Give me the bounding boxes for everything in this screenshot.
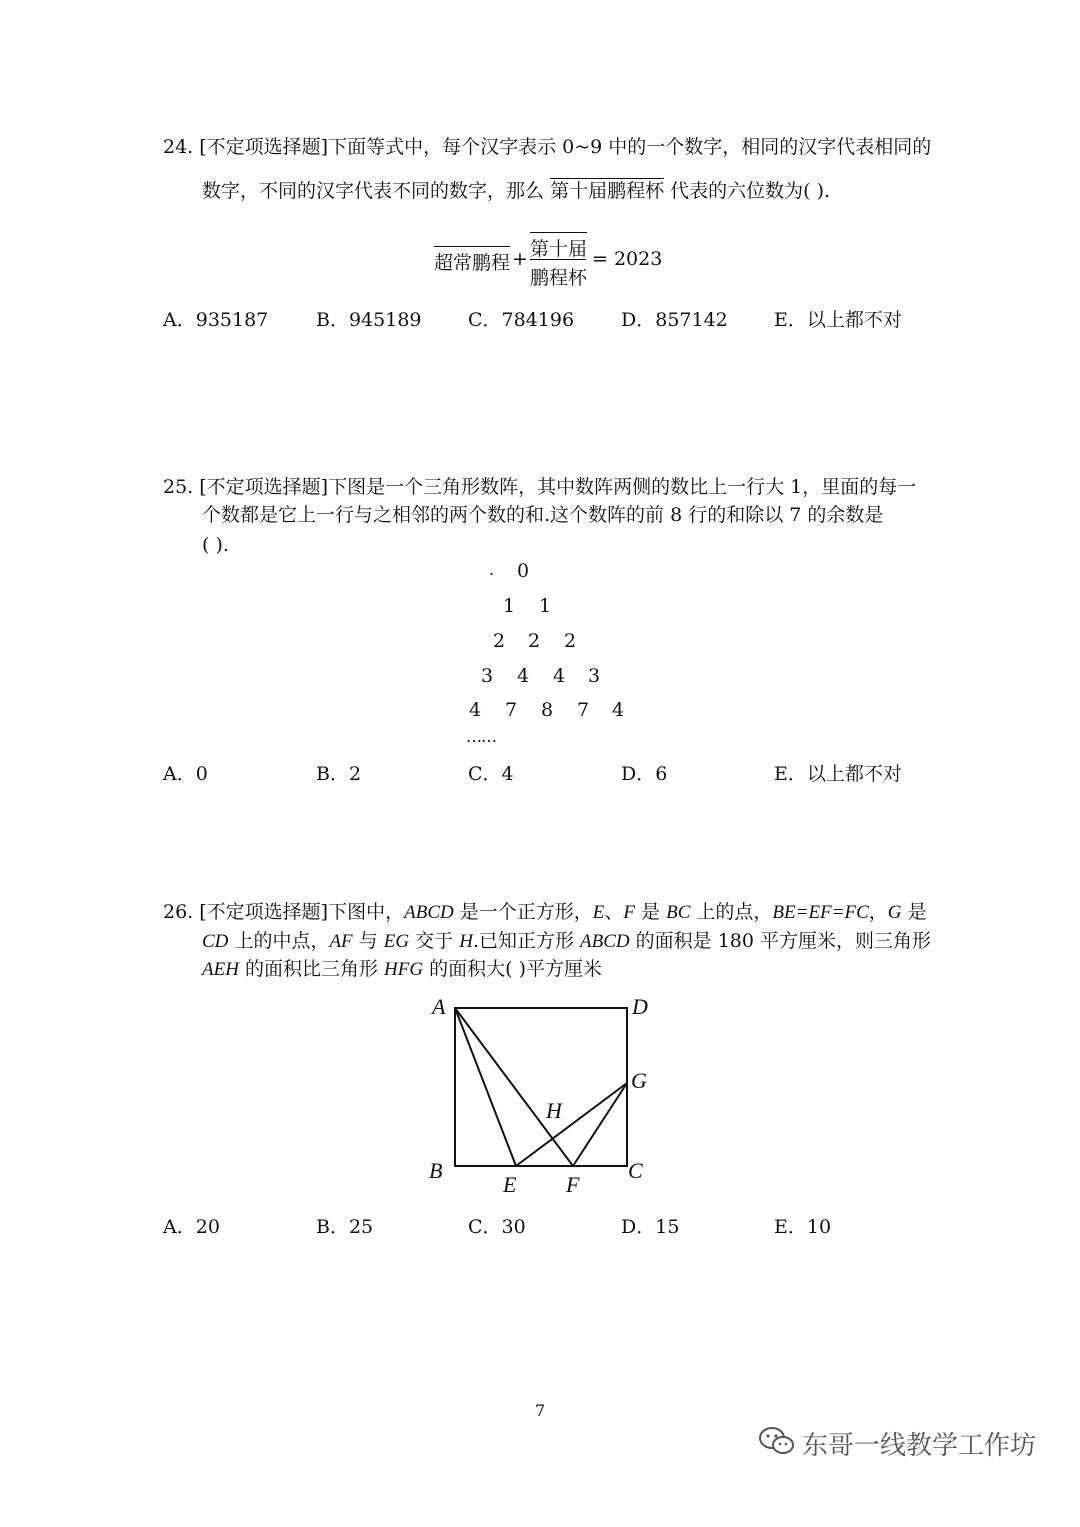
watermark-text: 东哥一线教学工作坊 [802,1431,1037,1461]
triangle-ellipsis: …… [466,727,496,746]
q24-choice-a[interactable] [163,305,268,332]
text-run: BC [666,902,691,923]
text-run: ABCD [404,902,454,923]
q25-choice-d[interactable] [621,759,667,786]
q24-choice-c[interactable] [468,305,574,332]
text-run: AF [329,931,353,952]
triangle-cell: 4 [517,665,530,687]
square-figure [420,990,660,1200]
stray-dot: . [489,560,495,579]
choice-value: 30 [501,1216,526,1238]
q24-line2 [202,176,830,206]
text-run: 的面积大( )平方厘米 [423,958,602,980]
q26-choice-d[interactable] [621,1212,679,1239]
text-run: ， [868,901,888,923]
q26-choice-e[interactable] [774,1212,831,1239]
choice-label: E． [774,763,807,785]
eq-denominator: 鹏程杯 [530,267,588,289]
triangle-cell: 4 [553,665,566,687]
choice-value: 935187 [195,309,269,331]
triangle-cell: 2 [493,630,506,652]
text-run: 是 [635,901,667,923]
q25-line1-text: 下图是一个三角形数阵，其中数阵两侧的数比上一行大 1，里面的每一 [328,476,917,498]
text-run: H [459,931,473,952]
text-run: E [592,902,605,923]
choice-value: 15 [655,1216,680,1238]
text-run: HFG [384,959,424,980]
triangle-cell: 8 [541,699,554,721]
choice-label: E． [774,309,807,331]
q24-line2-pre: 数字，不同的汉字代表不同的数字，那么 [202,180,545,202]
choice-value: 2 [348,763,362,785]
segment-eg [516,1083,627,1166]
choice-label: A． [163,1216,196,1238]
choice-label: C． [468,1216,502,1238]
text-run: 与 [352,930,384,952]
segment-af [455,1008,573,1166]
triangle-cell: 3 [481,665,494,687]
q24-choice-d[interactable] [621,305,728,332]
text-run: AEH [202,959,239,980]
label-c: C [628,1158,643,1183]
eq-term-1: 超常鹏程 [434,246,510,275]
triangle-cell: 1 [539,595,552,617]
label-h: H [546,1098,562,1123]
q25-number: 25. [163,476,194,498]
text-run: CD [202,931,229,952]
choice-value: 945189 [348,309,422,331]
text-run: 是一个正方形， [453,901,593,923]
q26-number: 26. [163,901,194,923]
q24-choice-b[interactable] [316,305,422,332]
label-d: D [632,994,648,1019]
q25-line3: ( ). [202,534,229,556]
text-run: 的面积是 180 平方厘米，则三角形 [629,930,932,952]
text-run: F [623,902,635,923]
choice-label: D． [621,1216,656,1238]
eq-rhs: = 2023 [592,248,663,270]
segment-ae [455,1008,516,1166]
label-b: B [429,1158,443,1183]
choice-value: 25 [348,1216,374,1238]
choice-value: 6 [655,763,668,785]
fraction-bar [530,259,586,260]
triangle-cell: 0 [517,560,530,582]
triangle-cell: 1 [503,595,516,617]
q24-line1-text: 下面等式中，每个汉字表示 0~9 中的一个数字，相同的汉字代表相同的 [328,136,932,158]
triangle-cell: 2 [528,630,541,652]
q25-choice-c[interactable] [468,759,514,786]
wechat-icon [758,1425,796,1459]
label-g: G [631,1068,647,1093]
label-f: F [566,1172,580,1197]
choice-label: B． [316,1216,349,1238]
q24-line1 [163,132,931,162]
text-run: .已知正方形 [472,930,581,952]
q25-choice-e[interactable] [774,759,902,786]
choice-label: D． [621,309,656,331]
segment-fg [573,1083,627,1166]
text-run: G [887,902,902,923]
choice-label: C． [468,309,502,331]
text-run: 上的中点， [228,930,330,952]
text-run: EG [383,931,410,952]
text-run: 的面积比三角形 [238,958,385,980]
choice-label: B． [316,763,349,785]
q26-choice-c[interactable] [468,1212,526,1239]
q24-tag: [不定项选择题] [199,136,329,158]
text-run: 下图中， [328,901,405,923]
text-run: 是 [901,901,927,923]
choice-label: A． [163,309,196,331]
q25-choice-b[interactable] [316,759,361,786]
q26-line1 [163,897,927,928]
choice-label: D． [621,763,656,785]
choice-value: 4 [501,763,514,785]
choice-value: 10 [806,1216,832,1238]
text-run: 交于 [409,930,460,952]
triangle-cell: 4 [469,699,482,721]
q25-tag: [不定项选择题] [199,476,329,498]
q26-line2 [202,926,931,957]
q26-tag: [不定项选择题] [199,901,329,923]
triangle-cell: 7 [577,699,590,721]
choice-label: B． [316,309,349,331]
q24-choice-e[interactable] [774,305,902,332]
q26-line3 [202,954,602,985]
choice-value: 以上都不对 [806,763,902,785]
q25-line1 [163,472,916,502]
triangle-cell: 3 [588,665,601,687]
choice-label: C． [468,763,502,785]
choice-value: 20 [195,1216,220,1238]
choice-value: 0 [195,763,208,785]
q24-overlined-number: 第十届鹏程杯 [550,180,665,202]
triangle-cell: 2 [564,630,577,652]
square-abcd [455,1008,627,1166]
triangle-cell: 4 [612,699,625,721]
q26-choice-b[interactable] [316,1212,373,1239]
q25-line2: 个数都是它上一行与之相邻的两个数的和.这个数阵的前 8 行的和除以 7 的余数是 [202,504,884,526]
choice-value: 以上都不对 [806,309,902,331]
text-run: 上的点， [690,901,773,923]
page-number: 7 [535,1401,546,1420]
triangle-cell: 7 [505,699,518,721]
text-run: BE=EF=FC [772,902,869,923]
choice-label: A． [163,763,196,785]
q26-choice-a[interactable] [163,1212,220,1239]
label-a: A [432,994,446,1019]
text-run: ABCD [580,931,630,952]
eq-plus: + [512,248,528,270]
choice-value: 857142 [655,309,728,331]
text-run: 、 [604,901,624,923]
label-e: E [503,1172,517,1197]
choice-label: E． [774,1216,807,1238]
q24-number: 24. [163,136,194,158]
eq-numerator: 第十届 [530,232,587,261]
q24-line2-post: 代表的六位数为( ). [670,180,831,202]
choice-value: 784196 [501,309,575,331]
q25-choice-a[interactable] [163,759,208,786]
